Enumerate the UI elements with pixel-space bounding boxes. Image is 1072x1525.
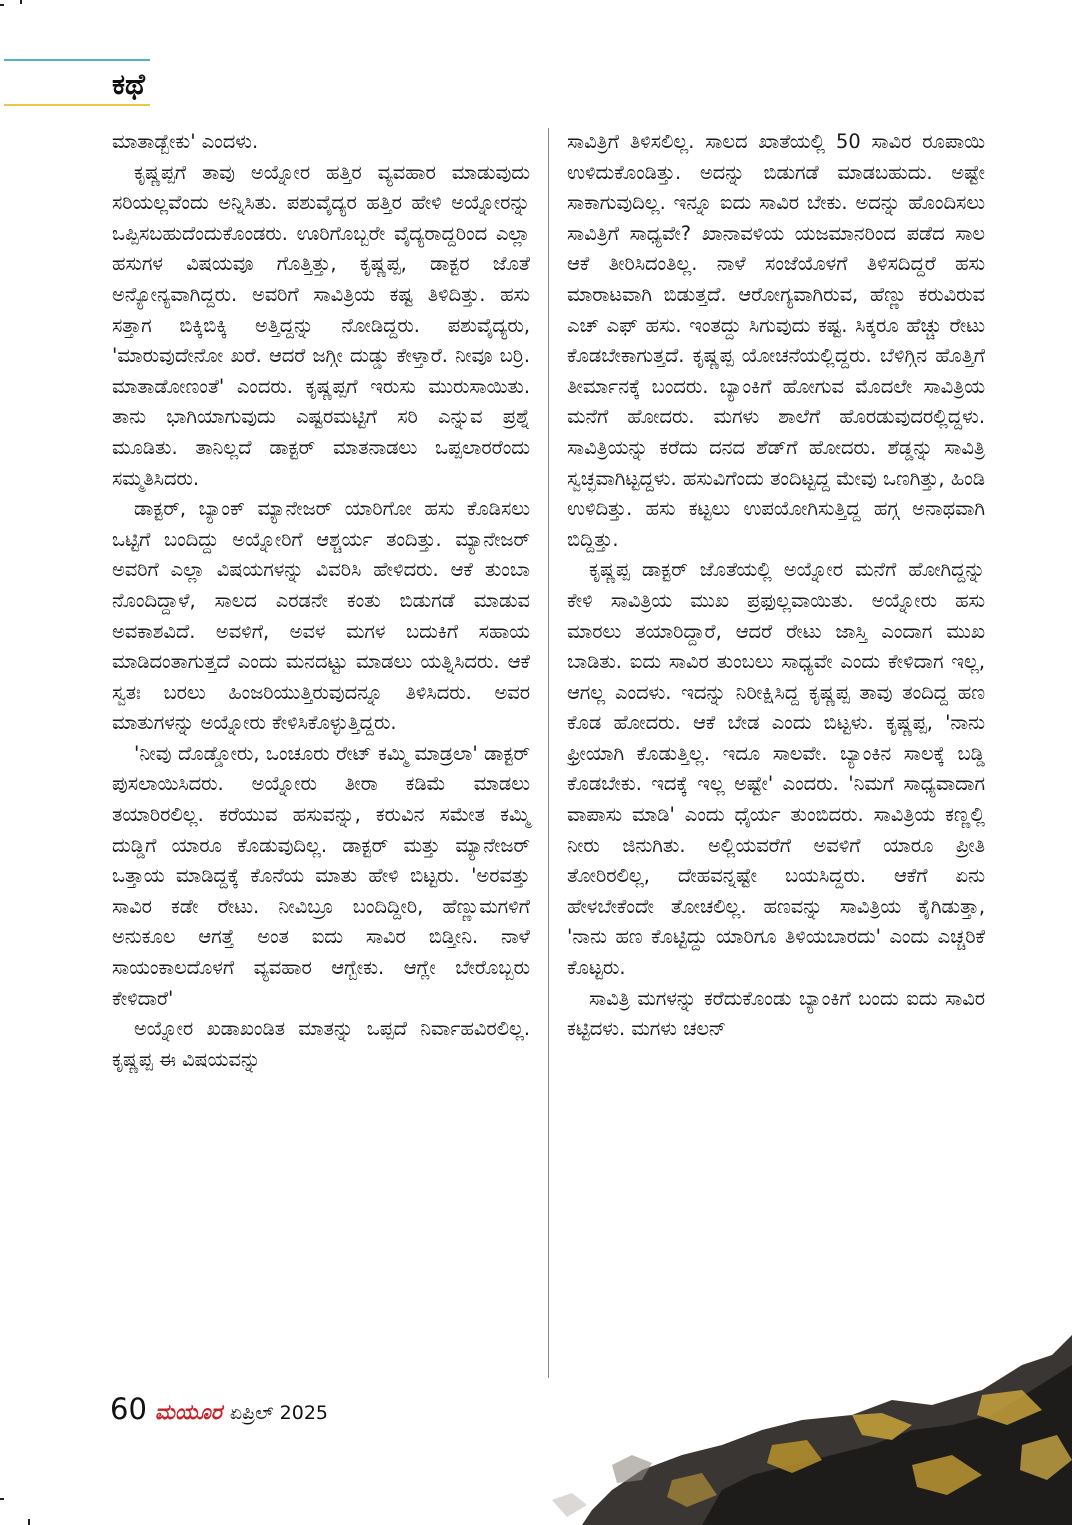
crop-mark bbox=[0, 4, 4, 6]
crop-mark bbox=[28, 1519, 30, 1525]
paragraph: ಡಾಕ್ಟರ್, ಬ್ಯಾಂಕ್ ಮ್ಯಾನೇಜರ್ ಯಾರಿಗೋ ಹಸು ಕೊಡಿಸಲು ಒಟ್ಟಿಗೆ ಬಂದಿದ್ದು ಅಯ್ನೋರಿಗೆ ಆಶ್ಚರ್ಯ ತಂದಿತ್ತು. ಮ್ಯಾನೇಜರ್ ಅವರಿಗೆ ಎಲ್ಲಾ ವಿಷಯಗಳನ್ನು ವಿವರಿಸಿ ಹೇಳಿದರು. ಆಕೆ ತುಂಬಾ ನೊಂದಿದ್ದಾಳೆ, ಸಾಲದ ಎರಡನೇ ಕಂತು ಬಿಡುಗಡೆ ಮಾಡುವ ಅವಕಾಶವಿದೆ. ಅವಳಿಗೆ, ಅವಳ ಮಗಳ ಬದುಕಿಗೆ ಸಹಾಯ ಮಾಡಿದಂತಾಗುತ್ತದೆ ಎಂದು ಮನದಟ್ಟು ಮಾಡಲು ಯತ್ನಿಸಿದರು. ಆಕೆ ಸ್ವತಃ ಬರಲು ಹಿಂಜರಿಯುತ್ತಿರುವುದನ್ನೂ ತಿಳಿಸಿದರು. ಅವರ ಮಾತುಗಳನ್ನು ಅಯ್ನೋರು ಕೇಳಿಸಿಕೊಳ್ಳುತ್ತಿದ್ದರು. bbox=[112, 497, 530, 735]
crop-mark bbox=[0, 1498, 4, 1500]
left-column bbox=[112, 127, 530, 1075]
magazine-logo: ಮಯೂರ bbox=[154, 1400, 222, 1424]
brush-art-illustration bbox=[552, 1295, 1072, 1525]
paragraph: ಮಾತಾಡ್ಬೇಕು' ಎಂದಳು. bbox=[112, 130, 259, 153]
paragraph: ಅಯ್ನೋರ ಖಡಾಖಂಡಿತ ಮಾತನ್ನು ಒಪ್ಪದೆ ನಿರ್ವಾಹವಿರಲಿಲ್ಲ. ಕೃಷ್ಣಪ್ಪ ಈ ವಿಷಯವನ್ನು bbox=[112, 1017, 530, 1071]
paragraph: ಸಾವಿತ್ರಿಗೆ ತಿಳಿಸಲಿಲ್ಲ. ಸಾಲದ ಖಾತೆಯಲ್ಲಿ 50 ಸಾವಿರ ರೂಪಾಯಿ ಉಳಿದುಕೊಂಡಿತ್ತು. ಅದನ್ನು ಬಿಡುಗಡೆ ಮಾಡಬಹುದು. ಅಷ್ಟೇ ಸಾಕಾಗುವುದಿಲ್ಲ. ಇನ್ನೂ ಐದು ಸಾವಿರ ಬೇಕು. ಅದನ್ನು ಹೊಂದಿಸಲು ಸಾವಿತ್ರಿಗೆ ಸಾಧ್ಯವೇ? ಖಾನಾವಳಿಯ ಯಜಮಾನರಿಂದ ಪಡೆದ ಸಾಲ ಆಕೆ ತೀರಿಸಿದಂತಿಲ್ಲ. ನಾಳೆ ಸಂಜೆಯೊಳಗೆ ತಿಳಿಸದಿದ್ದರೆ ಹಸು ಮಾರಾಟವಾಗಿ ಬಿಡುತ್ತದೆ. ಆರೋಗ್ಯವಾಗಿರುವ, ಹೆಣ್ಣು ಕರುವಿರುವ ಎಚ್ ಎಫ್ ಹಸು. ಇಂತದ್ದು ಸಿಗುವುದು ಕಷ್ಟ. ಸಿಕ್ಕರೂ ಹೆಚ್ಚು ರೇಟು ಕೊಡಬೇಕಾಗುತ್ತದೆ. ಕೃಷ್ಣಪ್ಪ ಯೋಚನೆಯಲ್ಲಿದ್ದರು. ಬೆಳಿಗ್ಗಿನ ಹೊತ್ತಿಗೆ ತೀರ್ಮಾನಕ್ಕೆ ಬಂದರು. ಬ್ಯಾಂಕಿಗೆ ಹೋಗುವ ಮೊದಲೇ ಸಾವಿತ್ರಿಯ ಮನೆಗೆ ಹೋದರು. ಮಗಳು ಶಾಲೆಗೆ ಹೊರಡುವುದರಲ್ಲಿದ್ದಳು. ಸಾವಿತ್ರಿಯನ್ನು ಕರೆದು ದನದ ಶೆಡ್‌ಗೆ ಹೋದರು. ಶೆಡ್ಡನ್ನು ಸಾವಿತ್ರಿ ಸ್ವಚ್ಛವಾಗಿಟ್ಟದ್ದಳು. ಹಸುವಿಗೆಂದು ತಂದಿಟ್ಟದ್ದ ಮೇವು ಒಣಗಿತ್ತು, ಹಿಂಡಿ ಉಳಿದಿತ್ತು. ಹಸು ಕಟ್ಟಲು ಉಪಯೋಗಿಸುತ್ತಿದ್ದ ಹಗ್ಗ ಅನಾಥವಾಗಿ ಬಿದ್ದಿತ್ತು. bbox=[567, 130, 985, 551]
column-divider bbox=[548, 128, 549, 1378]
header-rule-yellow bbox=[4, 104, 150, 106]
paragraph: 'ನೀವು ದೊಡ್ಡೋರು, ಒಂಚೂರು ರೇಟ್ ಕಮ್ಮಿ ಮಾಡ್ರಲಾ' ಡಾಕ್ಟರ್ ಪುಸಲಾಯಿಸಿದರು. ಅಯ್ನೋರು ತೀರಾ ಕಡಿಮೆ ಮಾಡಲು ತಯಾರಿರಲಿಲ್ಲ. ಕರೆಯುವ ಹಸುವನ್ನು, ಕರುವಿನ ಸಮೇತ ಕಮ್ಮಿ ದುಡ್ಡಿಗೆ ಯಾರೂ ಕೊಡುವುದಿಲ್ಲ. ಡಾಕ್ಟರ್ ಮತ್ತು ಮ್ಯಾನೇಜರ್ ಒತ್ತಾಯ ಮಾಡಿದ್ದಕ್ಕೆ ಕೊನೆಯ ಮಾತು ಹೇಳಿ ಬಿಟ್ಟರು. 'ಅರವತ್ತು ಸಾವಿರ ಕಡೇ ರೇಟು. ನೀವಿಬ್ರೂ ಬಂದಿದ್ದೀರಿ, ಹೆಣ್ಣುಮಗಳಿಗೆ ಅನುಕೂಲ ಆಗತ್ತೆ ಅಂತ ಐದು ಸಾವಿರ ಬಿಡ್ತೀನಿ. ನಾಳೆ ಸಾಯಂಕಾಲದೊಳಗೆ ವ್ಯವಹಾರ ಆಗ್ಬೇಕು. ಆಗ್ಲೇ ಬೇರೊಬ್ಬರು ಕೇಳಿದಾರೆ' bbox=[112, 741, 530, 1010]
section-title: ಕಥೆ bbox=[112, 67, 145, 101]
right-column bbox=[567, 127, 985, 1045]
page-footer bbox=[110, 1392, 328, 1432]
paragraph: ಸಾವಿತ್ರಿ ಮಗಳನ್ನು ಕರೆದುಕೊಂಡು ಬ್ಯಾಂಕಿಗೆ ಬಂದು ಐದು ಸಾವಿರ ಕಟ್ಟಿದಳು. ಮಗಳು ಚಲನ್ bbox=[567, 986, 985, 1041]
page-number: 60 bbox=[110, 1392, 147, 1426]
paragraph: ಕೃಷ್ಣಪ್ಪ ಡಾಕ್ಟರ್ ಜೊತೆಯಲ್ಲಿ ಅಯ್ನೋರ ಮನೆಗೆ ಹೋಗಿದ್ದನ್ನು ಕೇಳಿ ಸಾವಿತ್ರಿಯ ಮುಖ ಪ್ರಫುಲ್ಲವಾಯಿತು. ಅಯ್ನೋರು ಹಸು ಮಾರಲು ತಯಾರಿದ್ದಾರೆ, ಆದರೆ ರೇಟು ಜಾಸ್ತಿ ಎಂದಾಗ ಮುಖ ಬಾಡಿತು. ಐದು ಸಾವಿರ ತುಂಬಲು ಸಾಧ್ಯವೇ ಎಂದು ಕೇಳಿದಾಗ ಇಲ್ಲ, ಆಗಲ್ಲ ಎಂದಳು. ಇದನ್ನು ನಿರೀಕ್ಷಿಸಿದ್ದ ಕೃಷ್ಣಪ್ಪ ತಾವು ತಂದಿದ್ದ ಹಣ ಕೊಡ ಹೋದರು. ಆಕೆ ಬೇಡ ಎಂದು ಬಿಟ್ಟಳು. ಕೃಷ್ಣಪ್ಪ, 'ನಾನು ಫ್ರೀಯಾಗಿ ಕೊಡುತ್ತಿಲ್ಲ. ಇದೂ ಸಾಲವೇ. ಬ್ಯಾಂಕಿನ ಸಾಲಕ್ಕೆ ಬಡ್ಡಿ ಕೊಡಬೇಕು. ಇದಕ್ಕೆ ಇಲ್ಲ ಅಷ್ಟೇ' ಎಂದರು. 'ನಿಮಗೆ ಸಾಧ್ಯವಾದಾಗ ವಾಪಾಸು ಮಾಡಿ' ಎಂದು ಧೈರ್ಯ ತುಂಬಿದರು. ಸಾವಿತ್ರಿಯ ಕಣ್ಣಲ್ಲಿ ನೀರು ಜಿನುಗಿತು. ಅಲ್ಲಿಯವರೆಗೆ ಅವಳಿಗೆ ಯಾರೂ ಪ್ರೀತಿ ತೋರಿರಲಿಲ್ಲ, ದೇಹವನ್ನಷ್ಟೇ ಬಯಸಿದ್ದರು. ಆಕೆಗೆ ಏನು ಹೇಳಬೇಕೆಂದೇ ತೋಚಲಿಲ್ಲ. ಹಣವನ್ನು ಸಾವಿತ್ರಿಯ ಕೈಗಿಡುತ್ತಾ, 'ನಾನು ಹಣ ಕೊಟ್ಟಿದ್ದು ಯಾರಿಗೂ ತಿಳಿಯಬಾರದು' ಎಂದು ಎಚ್ಚರಿಕೆ ಕೊಟ್ಟರು. bbox=[567, 558, 985, 980]
crop-mark bbox=[20, 0, 22, 4]
header-rule-teal bbox=[4, 59, 150, 61]
issue-date: ಏಪ್ರಿಲ್ 2025 bbox=[229, 1402, 329, 1424]
paragraph: ಕೃಷ್ಣಪ್ಪಗೆ ತಾವು ಅಯ್ನೋರ ಹತ್ತಿರ ವ್ಯವಹಾರ ಮಾಡುವುದು ಸರಿಯಲ್ಲವೆಂದು ಅನ್ನಿಸಿತು. ಪಶುವೈದ್ಯರ ಹತ್ತಿರ ಹೇಳಿ ಅಯ್ನೋರನ್ನು ಒಪ್ಪಿಸಬಹುದೆಂದುಕೊಂಡರು. ಊರಿಗೊಬ್ಬರೇ ವೈದ್ಯರಾದ್ದರಿಂದ ಎಲ್ಲಾ ಹಸುಗಳ ವಿಷಯವೂ ಗೊತ್ತಿತ್ತು, ಕೃಷ್ಣಪ್ಪ, ಡಾಕ್ಟರ ಜೊತೆ ಅನ್ಯೋನ್ಯವಾಗಿದ್ದರು. ಅವರಿಗೆ ಸಾವಿತ್ರಿಯ ಕಷ್ಟ ತಿಳಿದಿತ್ತು. ಹಸು ಸತ್ತಾಗ ಬಿಕ್ಕಿಬಿಕ್ಕಿ ಅತ್ತಿದ್ದನ್ನು ನೋಡಿದ್ದರು. ಪಶುವೈದ್ಯರು, 'ಮಾರುವುದೇನೋ ಖರೆ. ಆದರೆ ಜಗ್ಗೀ ದುಡ್ಡು ಕೇಳ್ತಾರೆ. ನೀವೂ ಬರ್ರಿ. ಮಾತಾಡೋಣಂತೆ' ಎಂದರು. ಕೃಷ್ಣಪ್ಪಗೆ ಇರುಸು ಮುರುಸಾಯಿತು. ತಾನು ಭಾಗಿಯಾಗುವುದು ಎಷ್ಟರಮಟ್ಟಿಗೆ ಸರಿ ಎನ್ನುವ ಪ್ರಶ್ನೆ ಮೂಡಿತು. ತಾನಿಲ್ಲದೆ ಡಾಕ್ಟರ್ ಮಾತನಾಡಲು ಒಪ್ಪಲಾರರೆಂದು ಸಮ್ಮತಿಸಿದರು. bbox=[112, 160, 530, 490]
